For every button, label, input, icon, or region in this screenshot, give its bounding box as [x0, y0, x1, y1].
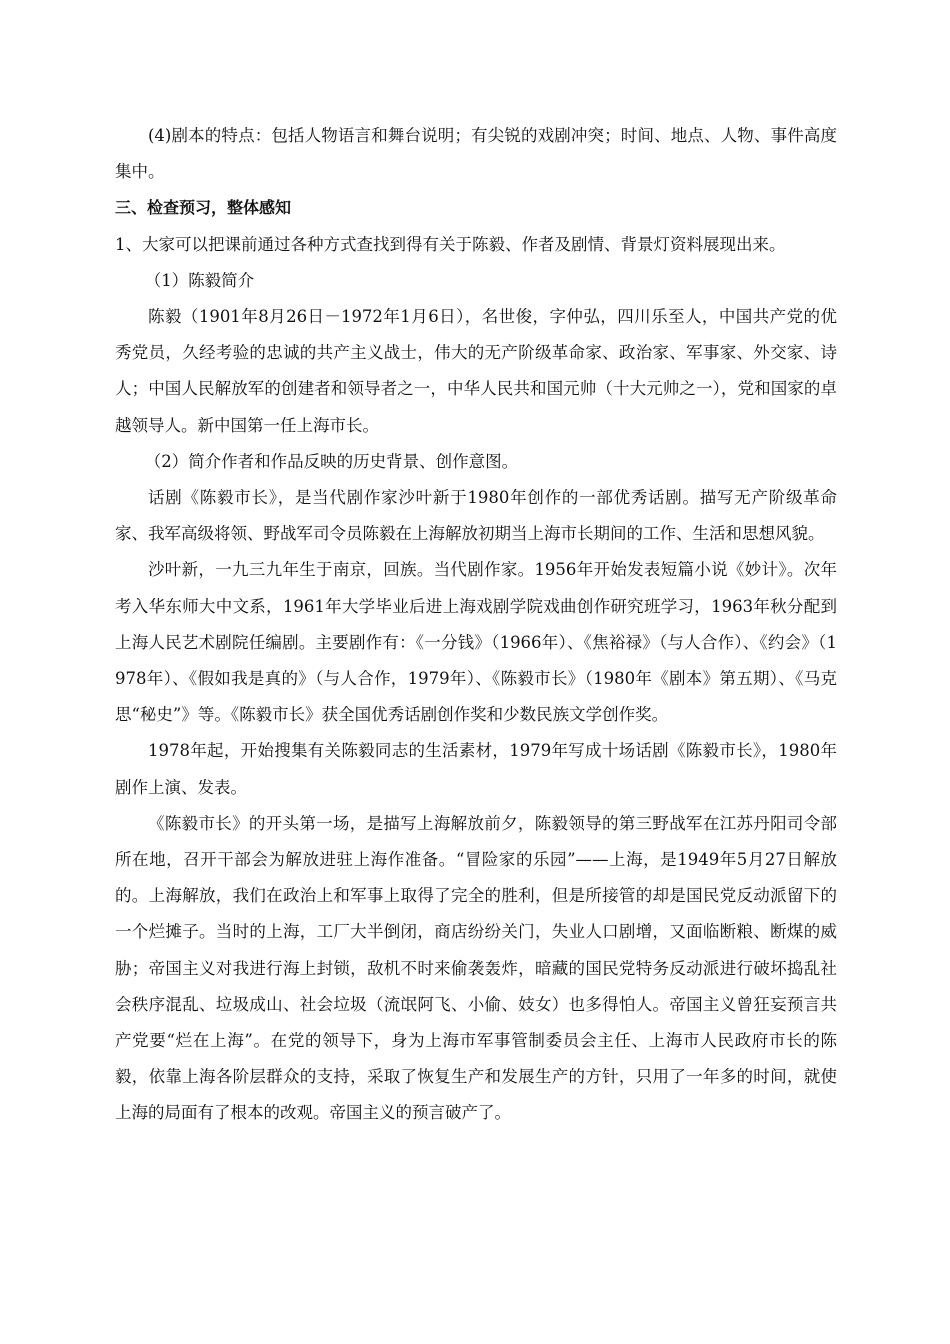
- subheading-chenyi-intro: （1）陈毅简介: [144, 270, 255, 290]
- paragraph-1978: 1978年起，开始搜集有关陈毅同志的生活素材，1979年写成十场话剧《陈毅市长》，1980年剧作上演、发表。: [115, 741, 837, 797]
- paragraph-item-1: 1、大家可以把课前通过各种方式查找到得有关于陈毅、作者及剧情、背景灯资料展现出来。: [115, 234, 786, 254]
- document-page: [115, 118, 837, 1132]
- paragraph-author-bio: 沙叶新，一九三九年生于南京，回族。当代剧作家。1956年开始发表短篇小说《妙计》。次年考入华东师大中文系，1961年大学毕业后进上海戏剧学院戏曲创作研究班学习，1963年秋分配到上海人民艺术剧院任编剧。主要剧作有：《一分钱》（1966年）、《焦裕禄》（与人合作）、《约会》（1978年）、《假如我是真的》（与人合作，1979年）、《陈毅市长》（1980年《剧本》第五期）、《马克思“秘史”》等。《陈毅市长》获全国优秀话剧创作奖和少数民族文学创作奖。: [115, 560, 837, 725]
- paragraph-script-features: (4)剧本的特点：包括人物语言和舞台说明；有尖锐的戏剧冲突；时间、地点、人物、事件高度集中。: [115, 126, 837, 182]
- section-heading: 三、检查预习，整体感知: [115, 198, 292, 218]
- paragraph-drama-intro: 话剧《陈毅市长》，是当代剧作家沙叶新于1980年创作的一部优秀话剧。描写无产阶级革命家、我军高级将领、野战军司令员陈毅在上海解放初期当上海市长期间的工作、生活和思想风貌。: [115, 488, 837, 544]
- subheading-author-background: （2）简介作者和作品反映的历史背景、创作意图。: [144, 451, 519, 471]
- paragraph-historical-background: 《陈毅市长》的开头第一场，是描写上海解放前夕，陈毅领导的第三野战军在江苏丹阳司令部所在地，召开干部会为解放进驻上海作准备。“冒险家的乐园”——上海，是1949年5月27日解放的。上海解放，我们在政治上和军事上取得了完全的胜利，但是所接管的却是国民党反动派留下的一个烂摊子。当时的上海，工厂大半倒闭，商店纷纷关门，失业人口剧增，又面临断粮、断煤的威胁；帝国主义对我进行海上封锁，敌机不时来偷袭轰炸，暗藏的国民党特务反动派进行破坏捣乱社会秩序混乱、垃圾成山、社会垃圾（流氓阿飞、小偷、妓女）也多得怕人。帝国主义曾狂妄预言共产党要“烂在上海”。在党的领导下，身为上海市军事管制委员会主任、上海市人民政府市长的陈毅，依靠上海各阶层群众的支持，采取了恢复生产和发展生产的方针，只用了一年多的时间，就使上海的局面有了根本的改观。帝国主义的预言破产了。: [115, 813, 837, 1123]
- paragraph-chenyi-bio: 陈毅（1901年8月26日－1972年1月6日），名世俊，字仲弘，四川乐至人，中国共产党的优秀党员，久经考验的忠诚的共产主义战士，伟大的无产阶级革命家、政治家、军事家、外交家、诗人；中国人民解放军的创建者和领导者之一，中华人民共和国元帅（十大元帅之一），党和国家的卓越领导人。新中国第一任上海市长。: [115, 307, 837, 435]
